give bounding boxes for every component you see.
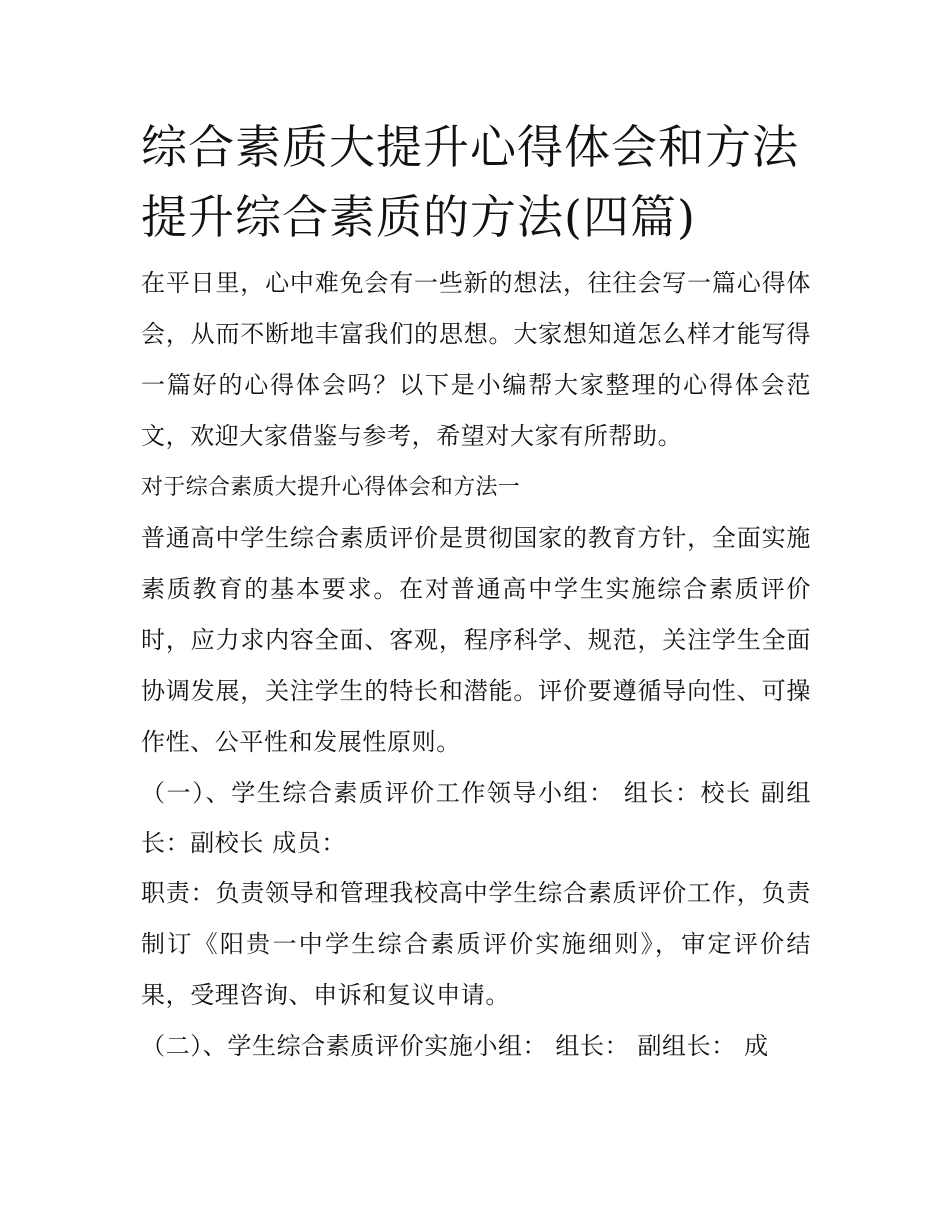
intro-paragraph: 在平日里，心中难免会有一些新的想法，往往会写一篇心得体会，从而不断地丰富我们的思想。大家想知道怎么样才能写得一篇好的心得体会吗？以下是小编帮大家整理的心得体会范文，欢迎大家借鉴与参考，希望对大家有所帮助。 (141, 269, 811, 450)
section-heading: 对于综合素质大提升心得体会和方法一 (141, 475, 521, 500)
leadership-group-paragraph: （一）、学生综合素质评价工作领导小组： 组长：校长 副组长：副校长 成员： (141, 779, 811, 857)
implementation-group-paragraph: （二）、学生综合素质评价实施小组： 组长： 副组长： 成 (141, 1032, 769, 1060)
evaluation-paragraph: 普通高中学生综合素质评价是贯彻国家的教育方针，全面实施素质教育的基本要求。在对普通高中学生实施综合素质评价时，应力求内容全面、客观，程序科学、规范，关注学生全面协调发展，关注学生的特长和潜能。评价要遵循导向性、可操作性、公平性和发展性原则。 (141, 524, 811, 756)
document-body (141, 112, 811, 1071)
document-title: 综合素质大提升心得体会和方法 提升综合素质的方法(四篇) (141, 120, 799, 244)
responsibility-paragraph: 职责：负责领导和管理我校高中学生综合素质评价工作，负责制订《阳贵一中学生综合素质评价实施细则》，审定评价结果，受理咨询、申诉和复议申请。 (141, 879, 811, 1009)
